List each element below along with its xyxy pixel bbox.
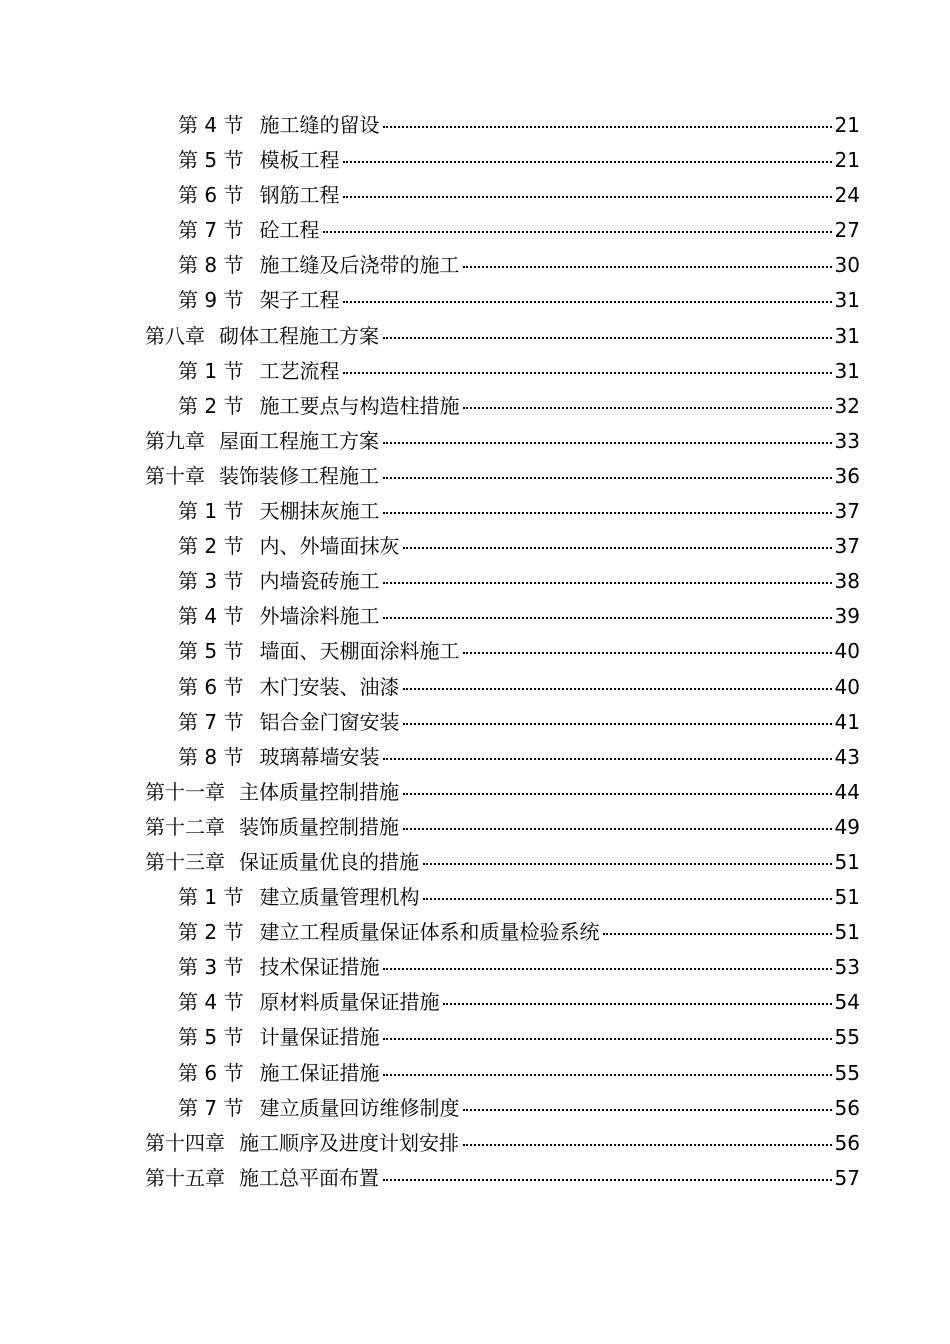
toc-page-number: 37 <box>834 499 860 524</box>
toc-entry-title: 装饰质量控制措施 <box>239 814 399 839</box>
toc-entry-number: 第 2 节 <box>178 534 244 559</box>
toc-entry-label <box>178 740 379 775</box>
toc-dot-leader <box>423 863 832 865</box>
toc-dot-leader <box>403 547 831 549</box>
toc-entry-title: 砌体工程施工方案 <box>219 323 379 348</box>
toc-entry-number: 第 4 节 <box>178 604 244 629</box>
toc-entry-number: 第十五章 <box>145 1165 225 1190</box>
toc-entry-title: 砼工程 <box>259 218 320 243</box>
toc-entry-label <box>178 950 379 985</box>
toc-page-number: 56 <box>834 1130 860 1155</box>
toc-dot-leader <box>423 898 831 900</box>
toc-section-entry[interactable] <box>0 915 950 950</box>
toc-entry-number: 第 4 节 <box>178 113 244 137</box>
toc-entry-number: 第 2 节 <box>178 920 244 945</box>
toc-entry-title: 建立质量管理机构 <box>259 885 420 910</box>
toc-section-entry[interactable] <box>0 248 950 283</box>
toc-dot-leader <box>403 688 831 690</box>
toc-section-entry[interactable] <box>0 389 950 424</box>
toc-entry-label <box>178 354 339 389</box>
toc-entry-title: 墙面、天棚面涂料施工 <box>259 639 460 664</box>
toc-entry-title: 钢筋工程 <box>259 183 340 208</box>
toc-entry-title: 天棚抹灰施工 <box>259 499 380 524</box>
toc-page-number: 55 <box>834 1060 860 1085</box>
toc-chapter-entry[interactable] <box>0 319 950 354</box>
toc-entry-label <box>178 494 379 529</box>
toc-page-number: 40 <box>834 639 860 664</box>
toc-entry-number: 第 7 节 <box>178 218 244 243</box>
toc-entry-title: 施工缝的留设 <box>259 113 380 137</box>
toc-page-number: 44 <box>834 779 860 804</box>
toc-section-entry[interactable] <box>0 143 950 178</box>
toc-page-number: 33 <box>834 428 860 453</box>
toc-section-entry[interactable] <box>0 705 950 740</box>
toc-dot-leader <box>383 968 831 970</box>
toc-entry-number: 第 5 节 <box>178 1025 244 1050</box>
toc-entry-label <box>145 810 399 845</box>
toc-entry-title: 施工缝及后浇带的施工 <box>259 253 460 278</box>
toc-dot-leader <box>383 442 832 444</box>
toc-dot-leader <box>383 337 832 339</box>
toc-entry-title: 保证质量优良的措施 <box>239 849 419 874</box>
toc-entry-label <box>178 599 379 634</box>
toc-entry-number: 第十一章 <box>145 779 225 804</box>
toc-entry-number: 第 5 节 <box>178 148 244 173</box>
toc-dot-leader <box>463 1109 831 1111</box>
toc-section-entry[interactable] <box>0 354 950 389</box>
toc-entry-label <box>178 985 439 1020</box>
toc-page-number: 21 <box>834 148 860 173</box>
toc-dot-leader <box>463 1144 832 1146</box>
toc-entry-number: 第 6 节 <box>178 1060 244 1085</box>
toc-dot-leader <box>383 512 831 514</box>
toc-entry-title: 工艺流程 <box>259 358 340 383</box>
toc-entry-title: 玻璃幕墙安装 <box>259 744 380 769</box>
toc-entry-number: 第 8 节 <box>178 744 244 769</box>
toc-entry-title: 内墙瓷砖施工 <box>259 569 380 594</box>
toc-page-number: 55 <box>834 1025 860 1050</box>
toc-entry-number: 第八章 <box>145 323 205 348</box>
toc-page-number: 27 <box>834 218 860 243</box>
toc-entry-label <box>178 283 339 318</box>
toc-section-entry[interactable] <box>0 1020 950 1055</box>
toc-section-entry[interactable] <box>0 494 950 529</box>
toc-page-number: 30 <box>834 253 860 278</box>
toc-section-entry[interactable] <box>0 985 950 1020</box>
toc-entry-number: 第 4 节 <box>178 990 244 1015</box>
toc-entry-number: 第 3 节 <box>178 955 244 980</box>
toc-page-number: 51 <box>834 885 860 910</box>
toc-entry-number: 第 9 节 <box>178 288 244 313</box>
toc-entry-label <box>178 529 399 564</box>
toc-dot-leader <box>443 1003 831 1005</box>
toc-entry-title: 模板工程 <box>259 148 340 173</box>
toc-page-number: 32 <box>834 393 860 418</box>
toc-entry-label <box>178 670 399 705</box>
table-of-contents <box>0 108 950 1196</box>
toc-entry-label <box>178 564 379 599</box>
toc-page-number: 54 <box>834 990 860 1015</box>
toc-section-entry[interactable] <box>0 634 950 669</box>
toc-entry-label <box>178 108 379 143</box>
toc-page-number: 24 <box>834 183 860 208</box>
toc-entry-number: 第 7 节 <box>178 1095 244 1120</box>
toc-page-number: 56 <box>834 1095 860 1120</box>
toc-entry-label <box>145 775 399 810</box>
toc-entry-label <box>178 389 459 424</box>
toc-page-number: 37 <box>834 534 860 559</box>
toc-dot-leader <box>383 617 831 619</box>
toc-section-entry[interactable] <box>0 283 950 318</box>
toc-section-entry[interactable] <box>0 740 950 775</box>
toc-entry-label <box>178 705 399 740</box>
toc-entry-label <box>178 915 599 950</box>
toc-section-entry[interactable] <box>0 1056 950 1091</box>
toc-dot-leader <box>403 723 831 725</box>
toc-page-number: 31 <box>834 288 860 313</box>
toc-page-number: 57 <box>834 1165 860 1190</box>
toc-dot-leader <box>343 196 831 198</box>
toc-dot-leader <box>463 266 831 268</box>
toc-entry-title: 施工顺序及进度计划安排 <box>239 1130 459 1155</box>
toc-page-number: 36 <box>834 463 860 488</box>
toc-entry-label <box>178 213 319 248</box>
toc-entry-title: 屋面工程施工方案 <box>219 428 379 453</box>
toc-entry-title: 原材料质量保证措施 <box>259 990 440 1015</box>
toc-entry-number: 第 7 节 <box>178 709 244 734</box>
toc-entry-title: 主体质量控制措施 <box>239 779 399 804</box>
toc-entry-label <box>178 634 459 669</box>
toc-page-number: 41 <box>834 709 860 734</box>
toc-entry-number: 第九章 <box>145 428 205 453</box>
toc-entry-title: 施工总平面布置 <box>239 1165 379 1190</box>
toc-dot-leader <box>343 372 831 374</box>
toc-entry-number: 第 1 节 <box>178 358 244 383</box>
toc-section-entry[interactable] <box>0 670 950 705</box>
toc-entry-label <box>145 1126 459 1161</box>
toc-entry-number: 第十二章 <box>145 814 225 839</box>
toc-page-number: 31 <box>834 323 860 348</box>
toc-section-entry[interactable] <box>0 880 950 915</box>
toc-page-number: 31 <box>834 358 860 383</box>
toc-chapter-entry[interactable] <box>0 1126 950 1161</box>
toc-page-number: 51 <box>834 920 860 945</box>
toc-entry-label <box>145 319 379 354</box>
toc-entry-number: 第 6 节 <box>178 674 244 699</box>
toc-section-entry[interactable] <box>0 108 950 143</box>
toc-chapter-entry[interactable] <box>0 459 950 494</box>
toc-entry-title: 木门安装、油漆 <box>259 674 400 699</box>
toc-entry-number: 第 5 节 <box>178 639 244 664</box>
toc-section-entry[interactable] <box>0 564 950 599</box>
toc-entry-number: 第 3 节 <box>178 569 244 594</box>
toc-dot-leader <box>323 231 831 233</box>
toc-dot-leader <box>343 301 831 303</box>
toc-chapter-entry[interactable] <box>0 845 950 880</box>
toc-page-number: 21 <box>834 113 860 137</box>
toc-page-number: 39 <box>834 604 860 629</box>
toc-entry-label <box>145 424 379 459</box>
toc-dot-leader <box>603 933 831 935</box>
toc-chapter-entry[interactable] <box>0 775 950 810</box>
toc-entry-title: 技术保证措施 <box>259 955 380 980</box>
toc-section-entry[interactable] <box>0 599 950 634</box>
toc-section-entry[interactable] <box>0 178 950 213</box>
toc-entry-label <box>178 1091 459 1126</box>
toc-dot-leader <box>383 582 831 584</box>
toc-dot-leader <box>383 1038 831 1040</box>
toc-entry-number: 第 8 节 <box>178 253 244 278</box>
toc-dot-leader <box>463 652 831 654</box>
toc-entry-label <box>145 845 419 880</box>
toc-entry-number: 第 6 节 <box>178 183 244 208</box>
toc-page-number: 43 <box>834 744 860 769</box>
toc-section-entry[interactable] <box>0 1091 950 1126</box>
toc-entry-label <box>178 880 419 915</box>
toc-section-entry[interactable] <box>0 529 950 564</box>
toc-dot-leader <box>383 1179 832 1181</box>
toc-entry-title: 计量保证措施 <box>259 1025 380 1050</box>
toc-entry-number: 第十四章 <box>145 1130 225 1155</box>
toc-entry-number: 第 1 节 <box>178 499 244 524</box>
toc-dot-leader <box>343 161 831 163</box>
toc-page-number: 49 <box>834 814 860 839</box>
toc-entry-label <box>145 459 379 494</box>
toc-entry-number: 第十三章 <box>145 849 225 874</box>
toc-page-number: 38 <box>834 569 860 594</box>
toc-dot-leader <box>463 407 831 409</box>
toc-dot-leader <box>383 1074 831 1076</box>
toc-entry-title: 外墙涂料施工 <box>259 604 380 629</box>
toc-page-number: 53 <box>834 955 860 980</box>
toc-entry-label <box>178 178 339 213</box>
toc-dot-leader <box>383 758 831 760</box>
toc-entry-title: 建立工程质量保证体系和质量检验系统 <box>259 920 600 945</box>
toc-entry-title: 装饰装修工程施工 <box>219 463 379 488</box>
toc-entry-title: 建立质量回访维修制度 <box>259 1095 460 1120</box>
toc-chapter-entry[interactable] <box>0 810 950 845</box>
toc-dot-leader <box>403 793 832 795</box>
toc-entry-label <box>178 143 339 178</box>
toc-entry-label <box>178 1020 379 1055</box>
toc-entry-label <box>178 1056 379 1091</box>
toc-chapter-entry[interactable] <box>0 424 950 459</box>
toc-page-number: 51 <box>834 849 860 874</box>
toc-entry-title: 施工要点与构造柱措施 <box>259 393 460 418</box>
toc-entry-title: 施工保证措施 <box>259 1060 380 1085</box>
toc-entry-label <box>145 1161 379 1196</box>
toc-chapter-entry[interactable] <box>0 1161 950 1196</box>
toc-entry-title: 内、外墙面抹灰 <box>259 534 400 559</box>
toc-entry-label <box>178 248 459 283</box>
toc-section-entry[interactable] <box>0 950 950 985</box>
toc-entry-number: 第 2 节 <box>178 393 244 418</box>
toc-page-number: 40 <box>834 674 860 699</box>
toc-entry-title: 架子工程 <box>259 288 340 313</box>
toc-dot-leader <box>403 828 832 830</box>
toc-dot-leader <box>383 477 832 479</box>
toc-section-entry[interactable] <box>0 213 950 248</box>
toc-entry-title: 铝合金门窗安装 <box>259 709 400 734</box>
toc-entry-number: 第十章 <box>145 463 205 488</box>
toc-entry-number: 第 1 节 <box>178 885 244 910</box>
toc-dot-leader <box>383 126 831 128</box>
